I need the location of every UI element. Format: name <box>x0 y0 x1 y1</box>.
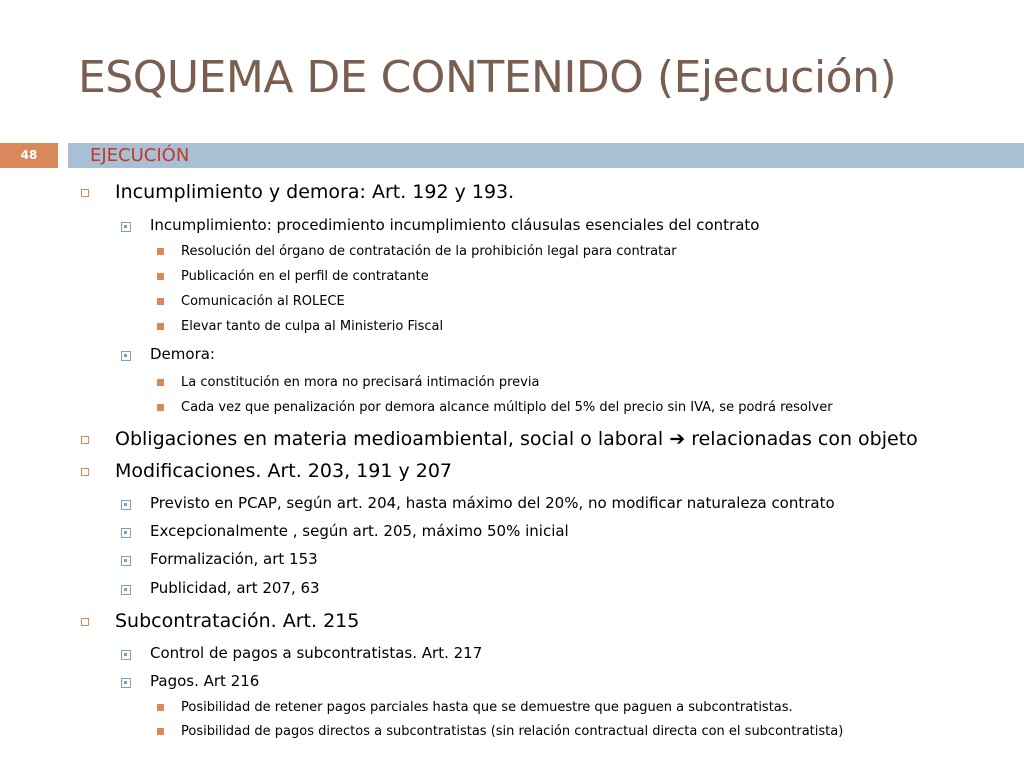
item-text: La constitución en mora no precisará intimación previa <box>181 375 540 390</box>
slide-title: ESQUEMA DE CONTENIDO (Ejecución) <box>78 52 897 103</box>
square-bullet-icon <box>81 189 89 197</box>
filled-square-bullet-icon <box>157 704 164 711</box>
item-text: Posibilidad de retener pagos parciales hasta que se demuestre que paguen a subcontratistas. <box>181 700 793 715</box>
filled-square-bullet-icon <box>157 404 164 411</box>
list-item <box>181 701 793 714</box>
item-text: Formalización, art 153 <box>150 550 318 568</box>
list-item <box>181 295 345 308</box>
filled-square-bullet-icon <box>157 728 164 735</box>
item-text: Obligaciones en materia medioambiental, social o laboral <box>115 428 664 450</box>
square-bullet-icon <box>121 585 131 595</box>
list-item <box>115 183 514 202</box>
square-bullet-icon <box>121 650 131 660</box>
item-text: Subcontratación. Art. 215 <box>115 610 360 632</box>
filled-square-bullet-icon <box>157 248 164 255</box>
item-text: Excepcionalmente , según art. 205, máximo 50% inicial <box>150 522 569 540</box>
list-item <box>150 581 320 596</box>
item-text: Cada vez que penalización por demora alcance múltiplo del 5% del precio sin IVA, se podrá resolver <box>181 400 833 415</box>
square-bullet-icon <box>81 618 89 626</box>
square-bullet-icon <box>121 222 131 232</box>
item-text: Incumplimiento: procedimiento incumplimiento cláusulas esenciales del contrato <box>150 216 760 234</box>
slide-number: 48 <box>0 143 58 168</box>
list-item <box>115 612 359 631</box>
arrow-right-icon: ➔ <box>669 428 686 450</box>
item-text: Demora: <box>150 345 215 363</box>
square-bullet-icon <box>121 556 131 566</box>
item-text: Previsto en PCAP, según art. 204, hasta máximo del 20%, no modificar naturaleza contrato <box>150 494 835 512</box>
item-text: Modificaciones. Art. 203, 191 y 207 <box>115 460 453 482</box>
list-item <box>181 245 677 258</box>
list-item <box>150 552 318 567</box>
section-band <box>68 143 1024 168</box>
item-text: Elevar tanto de culpa al Ministerio Fiscal <box>181 319 444 334</box>
list-item <box>181 376 539 389</box>
square-bullet-icon <box>121 500 131 510</box>
list-item <box>181 725 843 738</box>
item-text: Comunicación al ROLECE <box>181 294 345 309</box>
list-item <box>150 646 482 661</box>
list-item <box>115 430 918 449</box>
filled-square-bullet-icon <box>157 379 164 386</box>
filled-square-bullet-icon <box>157 323 164 330</box>
list-item <box>181 320 443 333</box>
list-item <box>181 401 833 414</box>
list-item <box>150 347 215 362</box>
filled-square-bullet-icon <box>157 298 164 305</box>
item-text: Publicidad, art 207, 63 <box>150 579 320 597</box>
list-item <box>181 270 429 283</box>
square-bullet-icon <box>81 436 89 444</box>
item-text: Resolución del órgano de contratación de la prohibición legal para contratar <box>181 244 677 259</box>
item-text: Control de pagos a subcontratistas. Art. 217 <box>150 644 483 662</box>
list-item <box>150 218 760 233</box>
list-item <box>150 496 835 511</box>
square-bullet-icon <box>121 678 131 688</box>
square-bullet-icon <box>121 351 131 361</box>
list-item <box>115 462 452 481</box>
square-bullet-icon <box>121 528 131 538</box>
item-text: Pagos. Art 216 <box>150 672 260 690</box>
square-bullet-icon <box>81 468 89 476</box>
list-item <box>150 524 569 539</box>
filled-square-bullet-icon <box>157 273 164 280</box>
section-label: EJECUCIÓN <box>90 145 190 166</box>
item-text: Incumplimiento y demora: Art. 192 y 193. <box>115 181 515 203</box>
item-text: Publicación en el perfil de contratante <box>181 269 429 284</box>
item-text: relacionadas con objeto <box>691 428 918 450</box>
item-text: Posibilidad de pagos directos a subcontratistas (sin relación contractual directa con el subcontratista) <box>181 724 844 739</box>
list-item <box>150 674 259 689</box>
